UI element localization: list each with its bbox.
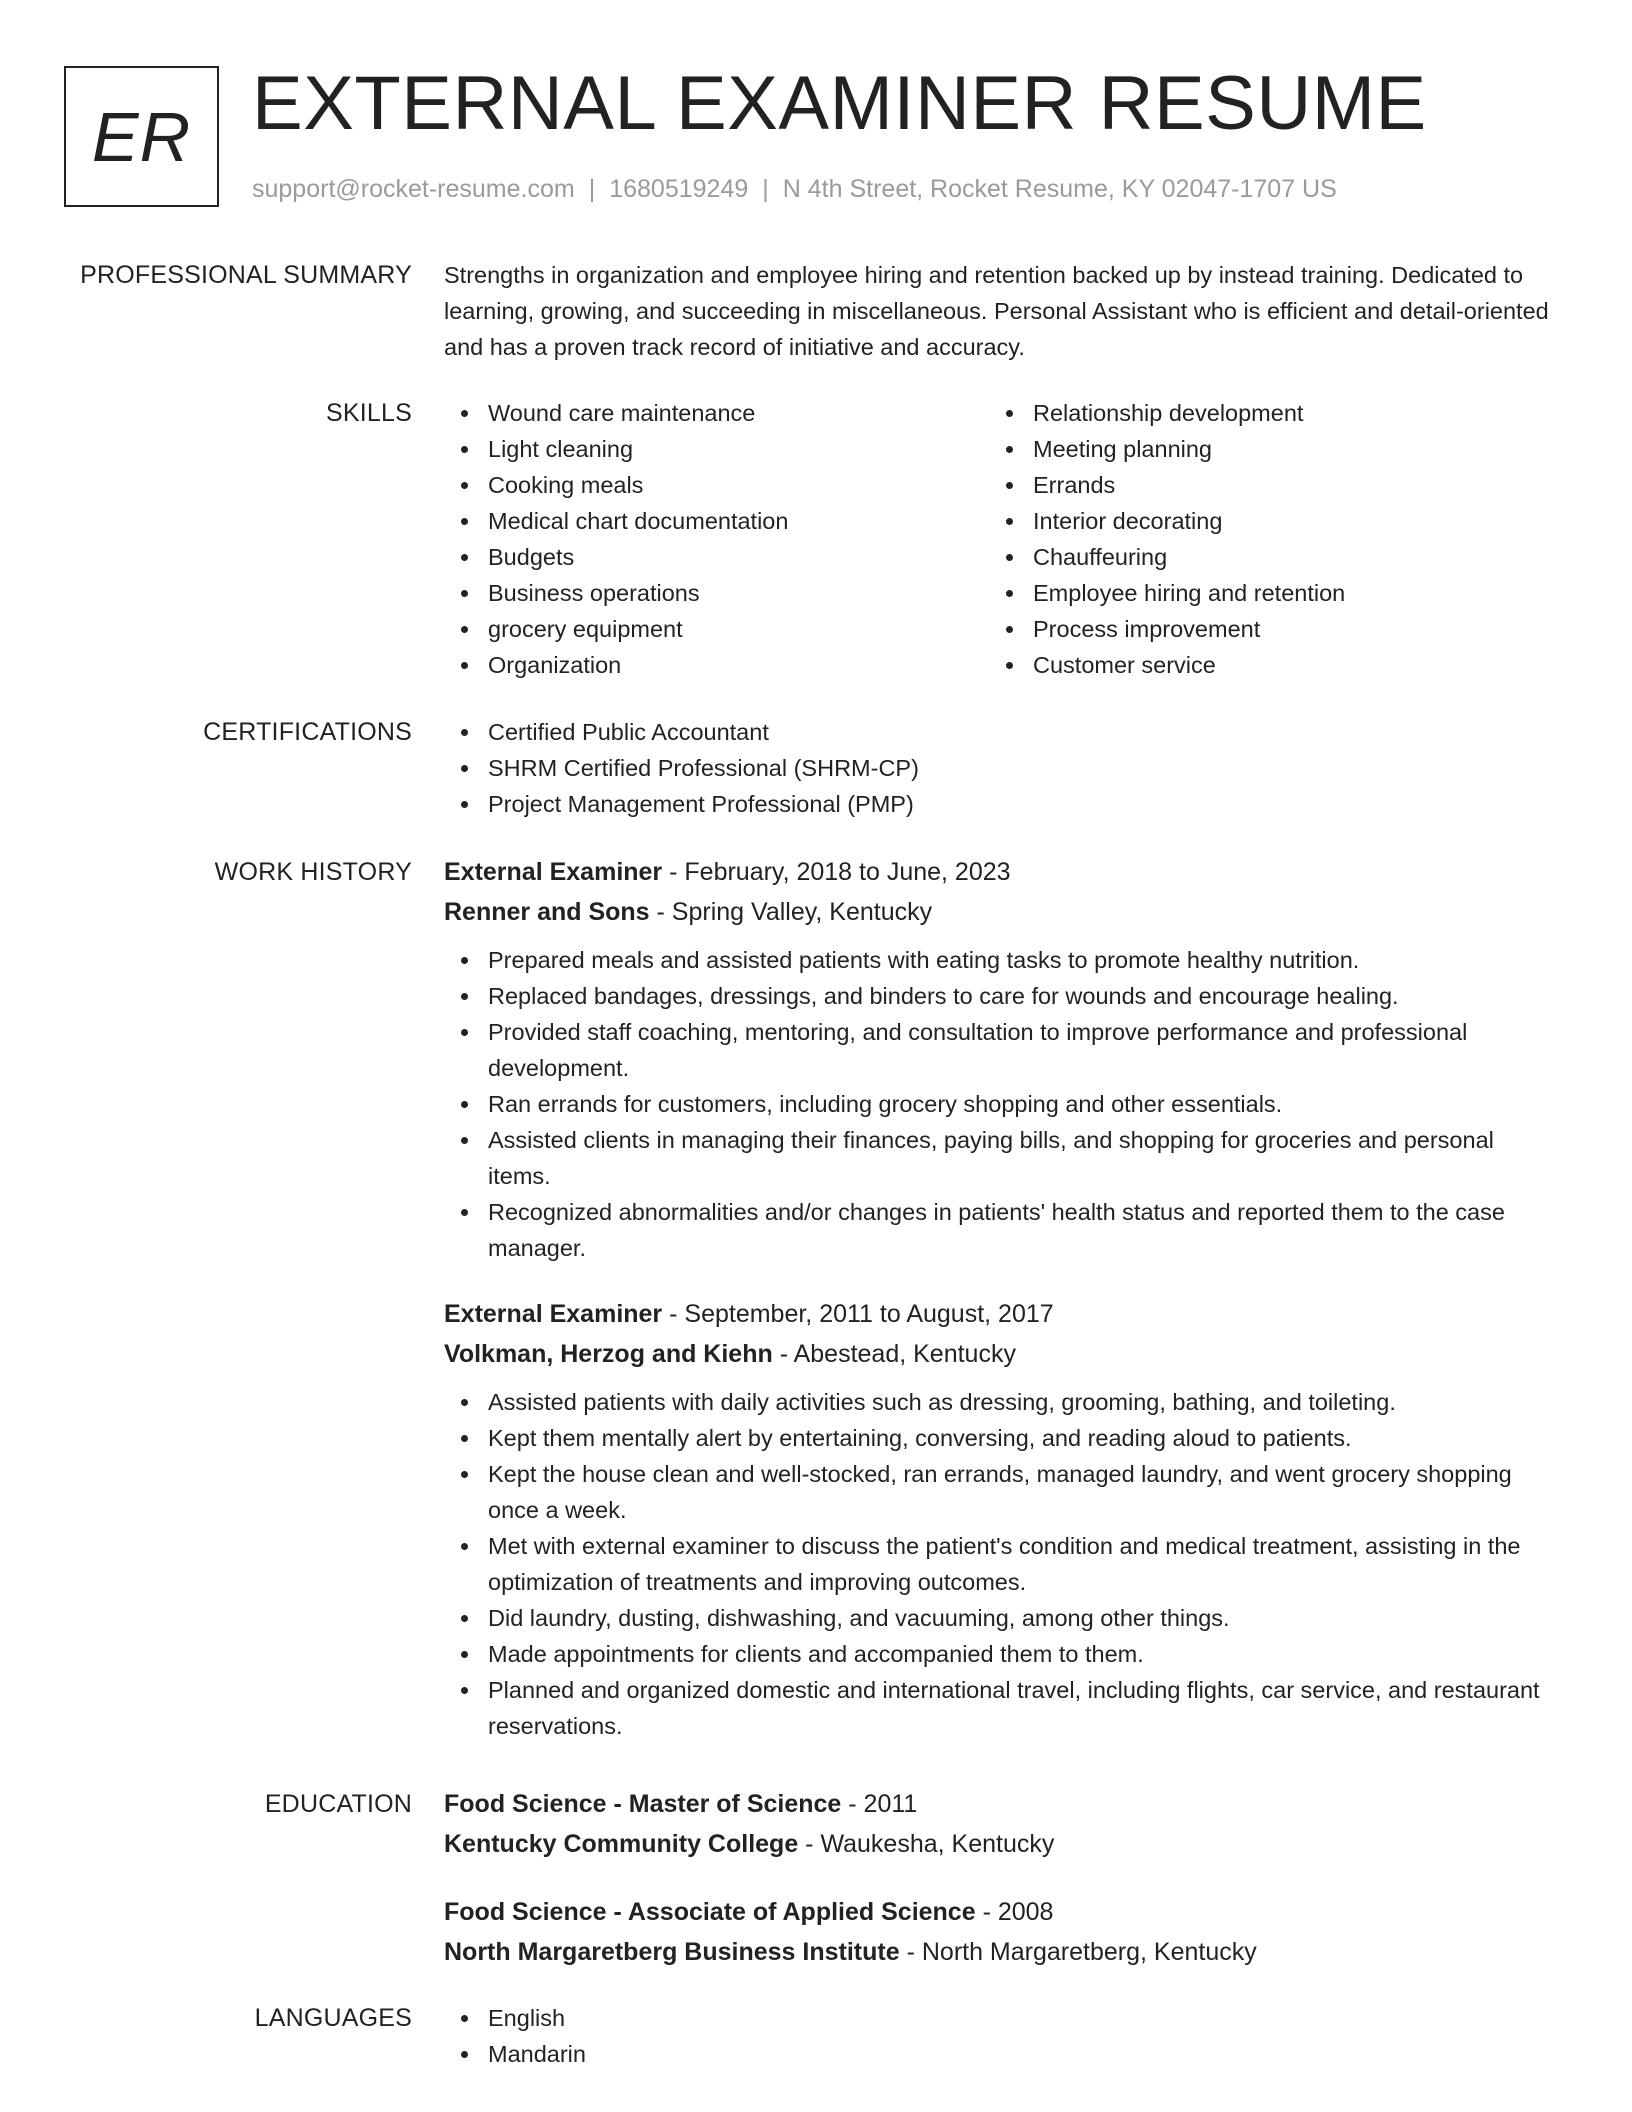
job-bullet: Made appointments for clients and accompanied them to them. xyxy=(488,1636,1554,1672)
job-bullets xyxy=(444,942,1554,1266)
skill-item: Cooking meals xyxy=(488,467,989,503)
skill-item: Wound care maintenance xyxy=(488,395,989,431)
skill-item: Medical chart documentation xyxy=(488,503,989,539)
monogram-initials: ER xyxy=(91,97,192,176)
job-company: Volkman, Herzog and Kiehn xyxy=(444,1340,773,1368)
job-title: External Examiner xyxy=(444,1300,663,1328)
resume-title: EXTERNAL EXAMINER RESUME xyxy=(252,61,1427,146)
skills-grid xyxy=(444,395,1554,683)
job-location: - Abestead, Kentucky xyxy=(772,1340,1016,1368)
education-location: - Waukesha, Kentucky xyxy=(798,1830,1055,1858)
certifications-heading: CERTIFICATIONS xyxy=(203,718,412,746)
job-bullet: Planned and organized domestic and international travel, including flights, car service, and restaurant reservations. xyxy=(488,1672,1554,1744)
certifications-body xyxy=(444,714,1554,822)
education-location: - North Margaretberg, Kentucky xyxy=(899,1938,1257,1966)
education-degree: Food Science - Master of Science xyxy=(444,1790,842,1818)
skill-item: grocery equipment xyxy=(488,611,989,647)
education-degree: Food Science - Associate of Applied Science xyxy=(444,1898,976,1926)
job-company-line xyxy=(444,1334,1554,1374)
contact-email: support@rocket-resume.com xyxy=(252,175,575,203)
summary-body xyxy=(444,257,1554,365)
job-title: External Examiner xyxy=(444,858,663,886)
skill-item: Interior decorating xyxy=(1033,503,1534,539)
contact-phone: 1680519249 xyxy=(609,175,749,203)
skill-item: Light cleaning xyxy=(488,431,989,467)
languages-body xyxy=(444,2000,1554,2072)
education-degree-line xyxy=(444,1892,1554,1932)
work-history-heading: WORK HISTORY xyxy=(214,858,412,886)
job-bullet: Assisted patients with daily activities such as dressing, grooming, bathing, and toileting. xyxy=(488,1384,1554,1420)
summary-heading: PROFESSIONAL SUMMARY xyxy=(80,261,412,289)
job-entry xyxy=(444,852,1554,1266)
education-entry xyxy=(444,1784,1554,1864)
contact-separator: | xyxy=(762,175,769,203)
job-bullet: Kept them mentally alert by entertaining, conversing, and reading aloud to patients. xyxy=(488,1420,1554,1456)
skill-item: Meeting planning xyxy=(1033,431,1534,467)
education-school-line xyxy=(444,1932,1554,1972)
job-bullet: Kept the house clean and well-stocked, ran errands, managed laundry, and went grocery shopping once a week. xyxy=(488,1456,1554,1528)
job-bullet: Prepared meals and assisted patients with eating tasks to promote healthy nutrition. xyxy=(488,942,1554,978)
job-title-line xyxy=(444,852,1554,892)
education-school: Kentucky Community College xyxy=(444,1830,799,1858)
job-bullet: Did laundry, dusting, dishwashing, and vacuuming, among other things. xyxy=(488,1600,1554,1636)
education-school: North Margaretberg Business Institute xyxy=(444,1938,900,1966)
contact-separator: | xyxy=(588,175,596,203)
job-company-line xyxy=(444,892,1554,932)
job-bullet: Ran errands for customers, including grocery shopping and other essentials. xyxy=(488,1086,1554,1122)
job-company: Renner and Sons xyxy=(444,898,650,926)
contact-line xyxy=(252,173,1337,206)
job-title-line xyxy=(444,1294,1554,1334)
skill-item: Errands xyxy=(1033,467,1534,503)
education-entry xyxy=(444,1892,1554,1972)
job-bullet: Replaced bandages, dressings, and binders to care for wounds and encourage healing. xyxy=(488,978,1554,1014)
skill-item: Relationship development xyxy=(1033,395,1534,431)
contact-address: N 4th Street, Rocket Resume, KY 02047-1707 US xyxy=(782,175,1337,203)
job-bullet: Assisted clients in managing their finances, paying bills, and shopping for groceries and personal items. xyxy=(488,1122,1554,1194)
skill-item: Chauffeuring xyxy=(1033,539,1534,575)
skills-column-left xyxy=(444,395,989,683)
education-degree-line xyxy=(444,1784,1554,1824)
skills-column-right xyxy=(989,395,1534,683)
skills-body xyxy=(444,395,1554,683)
certification-item: Certified Public Accountant xyxy=(488,714,1554,750)
skill-item: Business operations xyxy=(488,575,989,611)
certification-item: Project Management Professional (PMP) xyxy=(488,786,1554,822)
language-item: Mandarin xyxy=(488,2036,1554,2072)
skill-item: Budgets xyxy=(488,539,989,575)
summary-text: Strengths in organization and employee hiring and retention backed up by instead training. Dedicated to learning, growing, and succeeding in miscellaneous. Personal Assistant who is efficient and detail-oriented and has a proven track record of initiative and accuracy. xyxy=(444,262,1549,360)
certification-item: SHRM Certified Professional (SHRM-CP) xyxy=(488,750,1554,786)
language-item: English xyxy=(488,2000,1554,2036)
education-year: - 2008 xyxy=(975,1898,1054,1926)
work-history-body xyxy=(444,852,1554,1744)
job-bullet: Recognized abnormalities and/or changes in patients' health status and reported them to the case manager. xyxy=(488,1194,1554,1266)
education-school-line xyxy=(444,1824,1554,1864)
job-dates: - February, 2018 to June, 2023 xyxy=(662,858,1011,886)
skill-item: Customer service xyxy=(1033,647,1534,683)
skill-item: Employee hiring and retention xyxy=(1033,575,1534,611)
skill-item: Process improvement xyxy=(1033,611,1534,647)
job-bullet: Met with external examiner to discuss the patient's condition and medical treatment, assisting in the optimization of treatments and improving outcomes. xyxy=(488,1528,1554,1600)
skills-heading: SKILLS xyxy=(326,399,412,427)
skill-item: Organization xyxy=(488,647,989,683)
education-year: - 2011 xyxy=(841,1790,918,1818)
job-entry xyxy=(444,1294,1554,1744)
job-dates: - September, 2011 to August, 2017 xyxy=(662,1300,1054,1328)
education-body xyxy=(444,1784,1554,1972)
job-location: - Spring Valley, Kentucky xyxy=(649,898,933,926)
job-bullet: Provided staff coaching, mentoring, and consultation to improve performance and professional development. xyxy=(488,1014,1554,1086)
job-bullets xyxy=(444,1384,1554,1744)
languages-heading: LANGUAGES xyxy=(254,2004,412,2032)
education-heading: EDUCATION xyxy=(264,1790,412,1818)
monogram-box xyxy=(64,66,219,207)
